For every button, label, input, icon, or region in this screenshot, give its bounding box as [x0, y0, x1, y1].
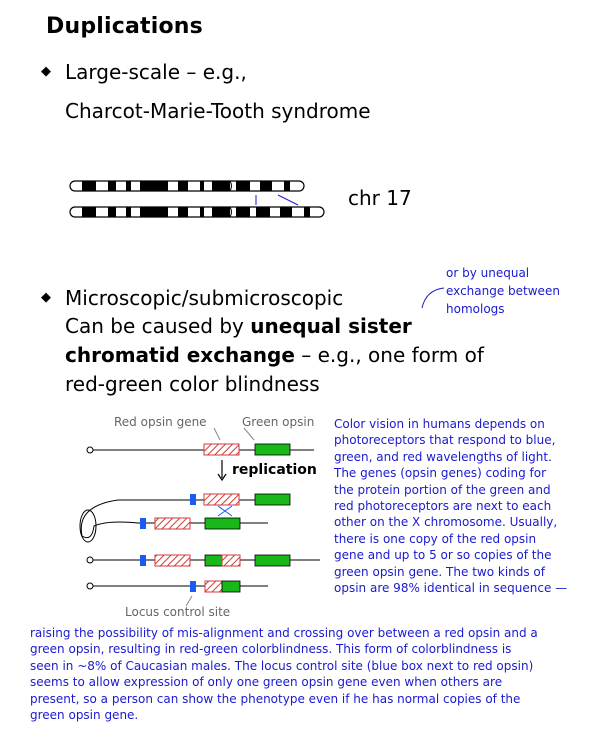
bullet2-line3-bold: chromatid exchange — [65, 343, 295, 367]
green-opsin-label: Green opsin — [242, 415, 315, 429]
explanation-line: green opsin gene. — [30, 708, 139, 723]
row-recombinant-hybrid — [87, 581, 268, 592]
bullet2-line2-text: Can be caused by — [65, 314, 251, 338]
explanation-line: present, so a person can show the phenotype even if he has normal copies of the — [30, 691, 521, 706]
chromosome-duplicated — [70, 207, 324, 217]
explanation-right — [334, 416, 567, 596]
bullet2-line4: red-green color blindness — [65, 372, 320, 396]
bullet2-line3 — [65, 341, 484, 369]
explanation-line: opsin are 98% identical in sequence — — [334, 581, 568, 596]
side-note-arrow — [412, 282, 452, 322]
bullet2-line3-text: – e.g., one form of — [294, 343, 484, 367]
explanation-line: photoreceptors that respond to blue, — [334, 433, 556, 448]
side-note-line3: homologs — [446, 302, 505, 316]
bullet-diamond-icon: ◆ — [41, 64, 51, 79]
explanation-line: green opsin, resulting in red-green colorblindness. This form of colorblindness is — [30, 642, 512, 657]
red-opsin-gene-box — [204, 444, 239, 455]
page-title: Duplications — [46, 14, 203, 39]
bullet1-line1: Large-scale – e.g., — [65, 60, 247, 84]
green-opsin-gene-box — [255, 444, 290, 455]
explanation-line: seen in ~8% of Caucasian males. The locus control site (blue box next to red opsin) — [30, 658, 534, 673]
chromosome-normal — [70, 181, 304, 191]
explanation-line: green opsin gene. The two kinds of — [334, 564, 546, 579]
chromosome-label: chr 17 — [348, 186, 412, 210]
explanation-line: The genes (opsin genes) coding for — [334, 466, 546, 481]
row-sister-1 — [81, 494, 290, 536]
bullet-diamond-icon: ◆ — [41, 290, 51, 305]
opsin-gene-diagram — [68, 410, 330, 620]
explanation-line: green, and red wavelengths of light. — [334, 449, 552, 464]
explanation-bottom — [30, 625, 538, 723]
row-recombinant-extra-green — [87, 555, 320, 566]
explanation-line: the protein portion of the green and — [334, 482, 551, 497]
locus-control-label: Locus control site — [125, 605, 231, 619]
row-original — [87, 444, 314, 455]
explanation-line: other on the X chromosome. Usually, — [334, 515, 558, 530]
bullet2-line2 — [65, 312, 412, 340]
bullet2-line2-bold: unequal sister — [250, 314, 412, 338]
side-note-line1: or by unequal — [446, 266, 530, 280]
red-opsin-label: Red opsin gene — [114, 415, 207, 429]
explanation-line: Color vision in humans depends on — [334, 417, 545, 431]
bullet2-line1: Microscopic/submicroscopic — [65, 286, 344, 310]
bullet1-line2: Charcot-Marie-Tooth syndrome — [65, 99, 371, 123]
chromosome-17-diagram — [60, 175, 340, 225]
explanation-line: gene and up to 5 or so copies of the — [334, 548, 552, 563]
explanation-line: seems to allow expression of only one green opsin gene even when others are — [30, 675, 503, 690]
side-note-line2: exchange between — [446, 284, 560, 298]
row-sister-2 — [80, 510, 268, 542]
explanation-line: raising the possibility of mis-alignment and crossing over between a red opsin and a — [30, 626, 538, 640]
explanation-line: red photoreceptors are next to each — [334, 499, 552, 514]
replication-label: replication — [232, 462, 317, 478]
explanation-line: there is one copy of the red opsin — [334, 531, 537, 546]
